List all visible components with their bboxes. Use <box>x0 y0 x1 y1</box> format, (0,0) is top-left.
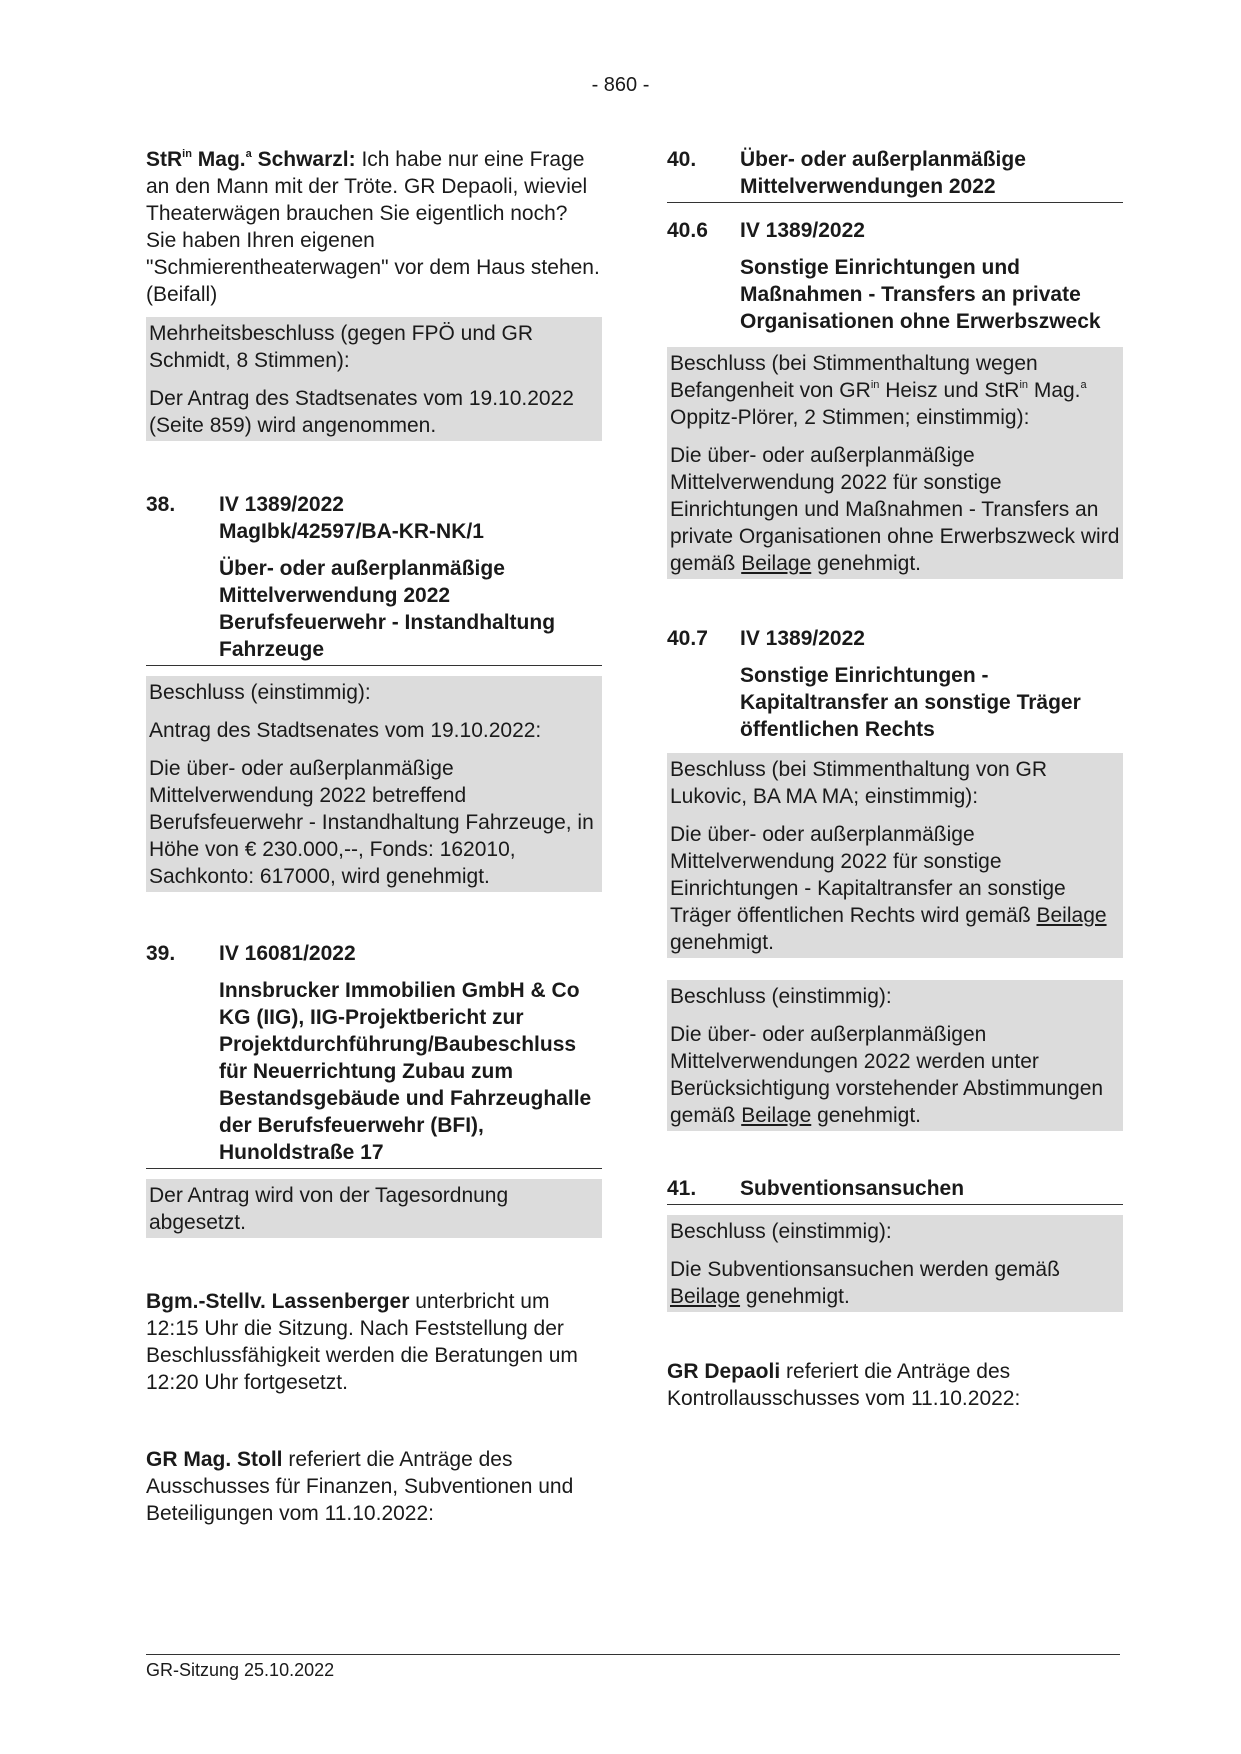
item-title: Sonstige Einrichtungen - Kapitaltransfer an sonstige Träger öffentlichen Rechts <box>740 664 1081 741</box>
lassenberger-paragraph: Bgm.-Stellv. Lassenberger unterbricht um 12:15 Uhr die Sitzung. Nach Feststellung der Beschlussfähigkeit werden die Beratungen um 12:20 Uhr fortgesetzt. <box>146 1290 578 1394</box>
resolution-box-41: Beschluss (einstimmig): Die Subventionsansuchen werden gemäß Beilage genehmigt. <box>667 1215 1123 1312</box>
beilage-link[interactable]: Beilage <box>741 1104 812 1127</box>
resolution-box-1: Mehrheitsbeschluss (gegen FPÖ und GR Schmidt, 8 Stimmen): Der Antrag des Stadtsenates vom 19.10.2022 (Seite 859) wird angenommen. <box>146 317 602 441</box>
item-title: Innsbrucker Immobilien GmbH & Co KG (IIG), IIG-Projektbericht zur Projektdurchführung/Baubeschluss für Neuerrichtung Zubau zum Bestandsgebäude und Fahrzeughalle der Berufsfeuerwehr (BFI), Hunoldstraße 17 <box>146 977 602 1169</box>
speaker-name: StR$^{in}$ Mag.$^a$ Schwarzl: <box>146 148 356 171</box>
item-title: Sonstige Einrichtungen und Maßnahmen - Transfers an private Organisationen ohne Erwerbszweck <box>740 256 1101 333</box>
agenda-item-40-6: 40.6 IV 1389/2022 Sonstige Einrichtungen und Maßnahmen - Transfers an private Organisationen ohne Erwerbszweck Beschluss (bei Stimmenthaltung wegen Befangenheit von $GR^{in}$ Heisz und StR$^{in}$ Mag.$^a$ Oppitz-Plörer, 2 Stimmen; einstimmig): Die über- oder außerplanmäßige Mittelverwendung 2022 für sonstige Einrichtungen und Maßnahmen - Transfers an private Organisationen ohne Erwerbszweck wird gemäß Beilage genehmigt. <box>667 217 1123 579</box>
agenda-item-41: 41. Subventionsansuchen Beschluss (einstimmig): Die Subventionsansuchen werden gemäß Beilage genehmigt. <box>667 1175 1123 1312</box>
page-number: - 860 - <box>591 74 650 96</box>
agenda-item-40-7: 40.7 IV 1389/2022 Sonstige Einrichtungen - Kapitaltransfer an sonstige Träger öffentlichen Rechts Beschluss (bei Stimmenthaltung von GR Lukovic, BA MA MA; einstimmig): Die über- oder außerplanmäßige Mittelverwendung 2022 für sonstige Einrichtungen - Kapitaltransfer an sonstige Träger öffentlichen Rechts wird gemäß Beilage genehmigt. <box>667 625 1123 958</box>
item-title: Über- oder außerplanmäßige Mittelverwendung 2022 Berufsfeuerwehr - Instandhaltung Fahrzeuge <box>146 555 602 666</box>
intro-paragraph: StR$^{in}$ Mag.$^a$ Schwarzl: Ich habe nur eine Frage an den Mann mit der Tröte. GR Depaoli, wieviel Theaterwägen brauchen Sie eigentlich noch? Sie haben Ihren eigenen "Schmierentheaterwagen" vor dem Haus stehen. (Beifall) <box>146 148 600 306</box>
agenda-item-39: 39. IV 16081/2022 Innsbrucker Immobilien GmbH & Co KG (IIG), IIG-Projektbericht zur Projektdurchführung/Baubeschluss für Neuerrichtung Zubau zum Bestandsgebäude und Fahrzeughalle der Berufsfeuerwehr (BFI), Hunoldstraße 17 Der Antrag wird von der Tagesordnung abgesetzt. <box>146 940 602 1238</box>
resolution-box-39: Der Antrag wird von der Tagesordnung abgesetzt. <box>146 1179 602 1238</box>
stoll-paragraph: GR Mag. Stoll referiert die Anträge des Ausschusses für Finanzen, Subventionen und Beteiligungen vom 11.10.2022: <box>146 1448 574 1525</box>
agenda-item-38: 38. IV 1389/2022 MagIbk/42597/BA-KR-NK/1 Über- oder außerplanmäßige Mittelverwendung 2022 Berufsfeuerwehr - Instandhaltung Fahrzeuge Beschluss (einstimmig): Antrag des Stadtsenates vom 19.10.2022: Die über- oder außerplanmäßige Mittelverwendung 2022 betreffend Berufsfeuerwehr - Instandhaltung Fahrzeuge, in Höhe von € 230.000,--, Fonds: 162010, Sachkonto: 617000, wird genehmigt. <box>146 491 602 892</box>
agenda-item-40: 40. Über- oder außerplanmäßige Mittelverwendungen 2022 <box>667 146 1123 203</box>
right-column <box>667 146 1123 1412</box>
footer-divider <box>146 1654 1120 1655</box>
resolution-box-summary: Beschluss (einstimmig): Die über- oder außerplanmäßigen Mittelverwendungen 2022 werden unter Berücksichtigung vorstehender Abstimmungen gemäß Beilage genehmigt. <box>667 980 1123 1131</box>
resolution-box-38: Beschluss (einstimmig): Antrag des Stadtsenates vom 19.10.2022: Die über- oder außerplanmäßige Mittelverwendung 2022 betreffend Berufsfeuerwehr - Instandhaltung Fahrzeuge, in Höhe von € 230.000,--, Fonds: 162010, Sachkonto: 617000, wird genehmigt. <box>146 676 602 892</box>
beilage-link[interactable]: Beilage <box>1036 904 1107 927</box>
beilage-link[interactable]: Beilage <box>670 1285 741 1308</box>
resolution-box-40-7: Beschluss (bei Stimmenthaltung von GR Lukovic, BA MA MA; einstimmig): Die über- oder außerplanmäßige Mittelverwendung 2022 für sonstige Einrichtungen - Kapitaltransfer an sonstige Träger öffentlichen Rechts wird gemäß Beilage genehmigt. <box>667 753 1123 958</box>
item-number: 38. <box>146 493 176 516</box>
depaoli-paragraph: GR Depaoli referiert die Anträge des Kontrollausschusses vom 11.10.2022: <box>667 1360 1021 1410</box>
beilage-link[interactable]: Beilage <box>741 552 812 575</box>
left-column <box>146 146 602 1527</box>
footer-text: GR-Sitzung 25.10.2022 <box>146 1660 335 1680</box>
item-number: 39. <box>146 942 176 965</box>
resolution-box-40-6: Beschluss (bei Stimmenthaltung wegen Befangenheit von $GR^{in}$ Heisz und StR$^{in}$ Mag.$^a$ Oppitz-Plörer, 2 Stimmen; einstimmig): Die über- oder außerplanmäßige Mittelverwendung 2022 für sonstige Einrichtungen und Maßnahmen - Transfers an private Organisationen ohne Erwerbszweck wird gemäß Beilage genehmigt. <box>667 347 1123 579</box>
